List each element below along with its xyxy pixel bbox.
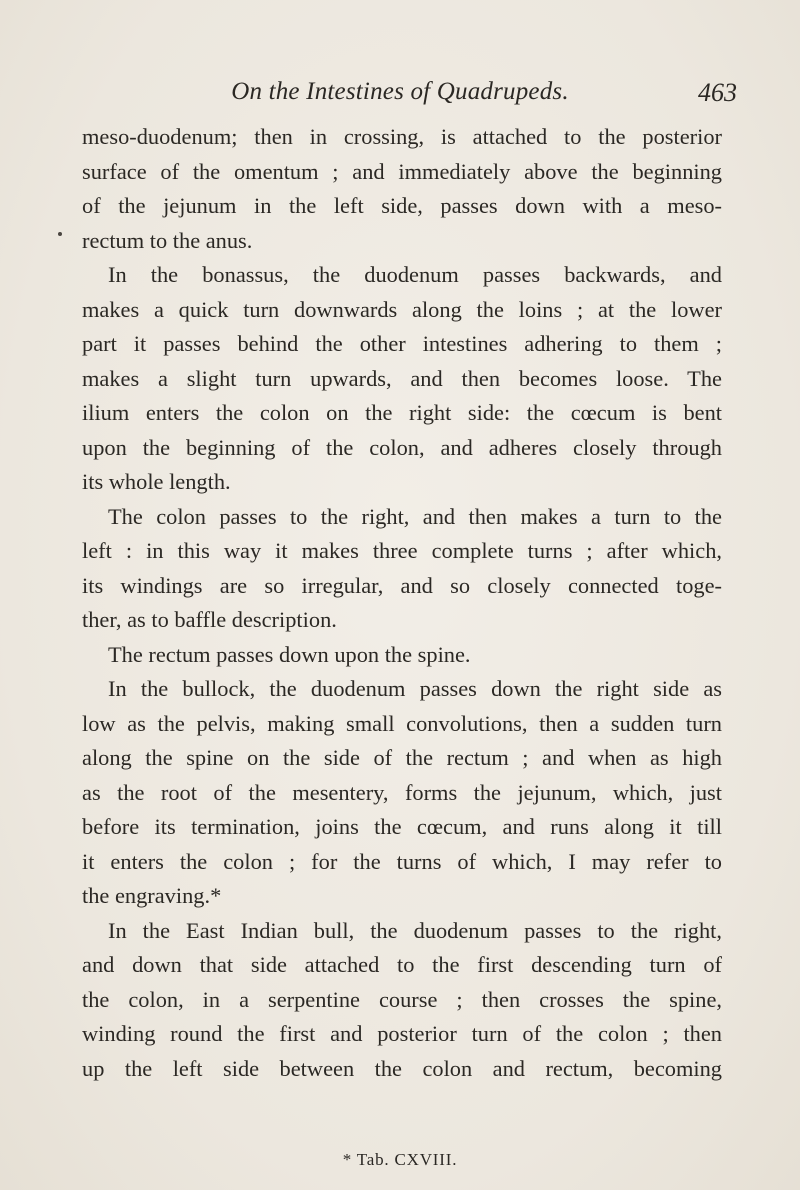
text-line: its whole length. <box>82 469 231 494</box>
text-line: meso-duodenum; then in crossing, is attached to the posterior <box>82 124 722 149</box>
text-line: it enters the colon ; for the turns of which, I may refer to <box>82 848 722 874</box>
text-line: In the bonassus, the duodenum passes backwards, and <box>108 262 722 287</box>
margin-mark <box>58 232 62 236</box>
text-line: as the root of the mesentery, forms the jejunum, which, just <box>82 779 722 805</box>
text-line: before its termination, joins the cœcum, and runs along it till <box>82 814 722 839</box>
page-number: 463 <box>698 78 737 107</box>
running-title: On the Intestines of Quadrupeds. <box>231 78 569 105</box>
text-line: ther, as to baffle description. <box>82 607 337 632</box>
text-line: ilium enters the colon on the right side: the cœcum is bent <box>82 400 722 425</box>
text-line: of the jejunum in the left side, passes down with a meso- <box>82 193 722 218</box>
text-line: low as the pelvis, making small convolutions, then a sudden turn <box>82 710 722 736</box>
footnote: * Tab. CXVIII. <box>342 1150 458 1169</box>
text-line: up the left side between the colon and rectum, becoming <box>82 1055 722 1081</box>
running-head <box>0 78 800 114</box>
text-line: makes a slight turn upwards, and then becomes loose. The <box>82 365 722 391</box>
text-line: the colon, in a serpentine course ; then crosses the spine, <box>82 986 722 1012</box>
text-line: makes a quick turn downwards along the loins ; at the lower <box>82 296 722 322</box>
text-line: The rectum passes down upon the spine. <box>108 641 471 667</box>
text-line: upon the beginning of the colon, and adheres closely through <box>82 434 722 460</box>
body-text <box>82 120 722 1086</box>
text-line: left : in this way it makes three complete turns ; after which, <box>82 538 722 563</box>
text-line: the engraving.* <box>82 883 222 908</box>
text-line: In the East Indian bull, the duodenum passes to the right, <box>108 917 722 943</box>
text-line: In the bullock, the duodenum passes down the right side as <box>108 676 722 701</box>
text-line: surface of the omentum ; and immediately above the beginning <box>82 158 722 184</box>
text-line: its windings are so irregular, and so closely connected toge- <box>82 572 722 598</box>
text-line: rectum to the anus. <box>82 227 253 253</box>
text-line: along the spine on the side of the rectum ; and when as high <box>82 745 722 770</box>
text-line: The colon passes to the right, and then makes a turn to the <box>108 503 722 529</box>
text-line: and down that side attached to the first descending turn of <box>82 952 722 977</box>
text-line: part it passes behind the other intestines adhering to them ; <box>82 331 722 356</box>
text-line: winding round the first and posterior turn of the colon ; then <box>82 1021 722 1046</box>
